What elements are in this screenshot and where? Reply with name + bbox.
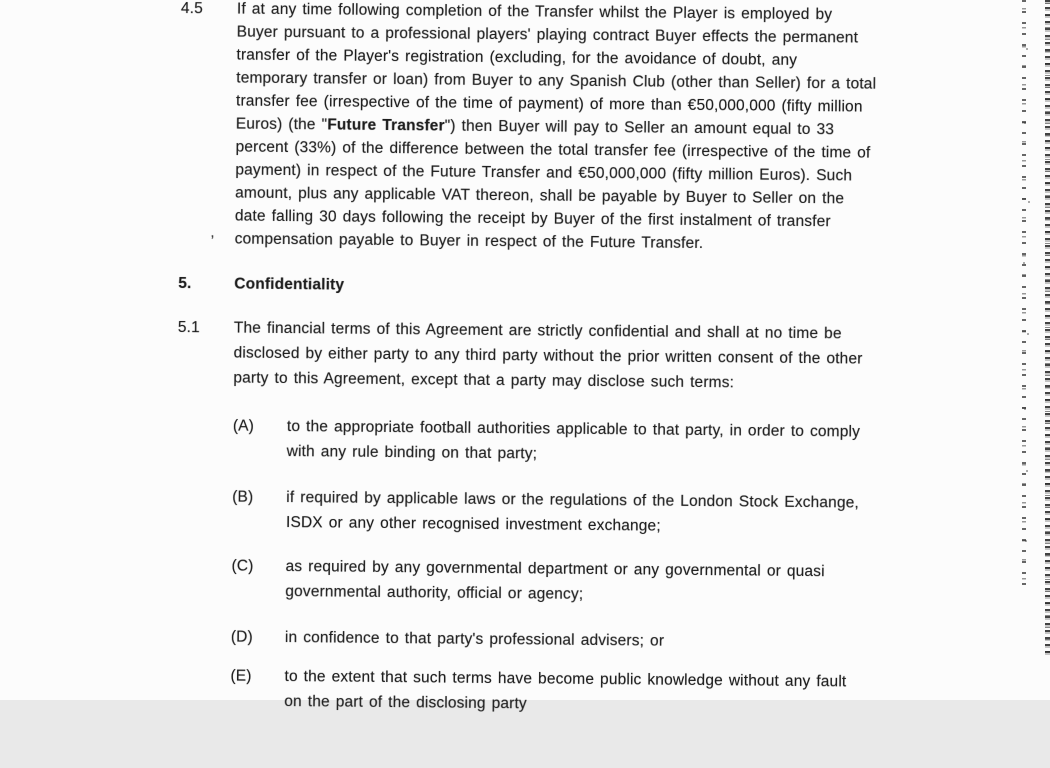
subclause-letter: (B) bbox=[232, 488, 254, 506]
subclause-b-text bbox=[286, 485, 859, 540]
subclause-c-text bbox=[285, 554, 825, 609]
text-line: The financial terms of this Agreement are strictly confidential and shall at no time be bbox=[233, 319, 842, 343]
subclause-letter: (E) bbox=[230, 667, 252, 685]
text-line: on the part of the disclosing party bbox=[284, 693, 527, 713]
text-line: disclosed by either party to any third party without the prior written consent of the other bbox=[233, 344, 863, 368]
subclause-a-text bbox=[287, 414, 861, 469]
text-line: in confidence to that party's professional advisers; or bbox=[284, 629, 665, 650]
clause-number: 4.5 bbox=[180, 0, 203, 18]
subclause-letter: (A) bbox=[232, 417, 255, 435]
text-line: with any rule binding on that party; bbox=[286, 443, 538, 463]
clause-4-5-text bbox=[235, 0, 877, 257]
text-line: temporary transfer or loan) from Buyer to any Spanish Club (other than Seller) for a total bbox=[236, 69, 877, 93]
text-line: party to this Agreement, except that a party may disclose such terms: bbox=[233, 369, 735, 392]
scan-speck bbox=[1026, 48, 1028, 50]
section-5-heading bbox=[178, 272, 344, 297]
text-line: percent (33%) of the difference between the total transfer fee (irrespective of the time of bbox=[235, 138, 871, 162]
clause-number: 5.1 bbox=[177, 318, 200, 337]
section-number: 5. bbox=[178, 274, 192, 293]
text-line: ISDX or any other recognised investment exchange; bbox=[285, 514, 661, 535]
text-line: transfer of the Player's registration (excluding, for the avoidance of doubt, any bbox=[236, 46, 798, 69]
scan-speck bbox=[1024, 122, 1026, 124]
text-line: If at any time following completion of the Transfer whilst the Player is employed by bbox=[236, 0, 833, 24]
subclause-e-text bbox=[284, 664, 846, 719]
subclause-d-text bbox=[285, 625, 664, 654]
scan-noise-column bbox=[1022, 0, 1026, 585]
text-line: date falling 30 days following the receipt by Buyer of the first instalment of transfer bbox=[234, 207, 831, 231]
subclause-a bbox=[233, 414, 861, 470]
text-line: amount, plus any applicable VAT thereon, shall be payable by Buyer to Seller on the bbox=[235, 184, 845, 208]
clause-5-1 bbox=[177, 315, 863, 397]
text-line: transfer fee (irrespective of the time of payment) of more than €50,000,000 (fifty million bbox=[235, 92, 863, 116]
scan-noise-right-edge bbox=[1045, 0, 1050, 655]
text-line: as required by any governmental department or any governmental or quasi bbox=[285, 558, 825, 581]
clause-5-1-text bbox=[233, 316, 863, 397]
subclause-d bbox=[231, 625, 664, 654]
text-line: to the appropriate football authorities applicable to that party, in order to comply bbox=[286, 418, 861, 441]
text-line: payment) in respect of the Future Transfer and €50,000,000 (fifty million Euros). Such bbox=[235, 161, 853, 185]
subclause-c bbox=[231, 554, 825, 610]
section-title: Confidentiality bbox=[234, 275, 345, 294]
clause-4-5 bbox=[179, 0, 877, 257]
subclause-letter: (D) bbox=[230, 628, 253, 646]
subclause-letter: (C) bbox=[231, 557, 254, 575]
text-line: if required by applicable laws or the regulations of the London Stock Exchange, bbox=[286, 489, 859, 512]
text-line: compensation payable to Buyer in respect of the Future Transfer. bbox=[234, 230, 704, 253]
text-line: to the extent that such terms have become public knowledge without any fault bbox=[284, 668, 847, 691]
scan-speck bbox=[1025, 540, 1027, 542]
subclause-b bbox=[232, 485, 859, 541]
scan-speck bbox=[1027, 333, 1029, 335]
text-line: Buyer pursuant to a professional players' playing contract Buyer effects the permanent bbox=[236, 23, 859, 47]
scan-speck bbox=[1026, 470, 1028, 472]
text-line: governmental authority, official or agency; bbox=[285, 583, 584, 603]
scan-speck bbox=[1024, 408, 1026, 410]
stray-ink-mark: ’ bbox=[210, 232, 215, 250]
scan-speck bbox=[1023, 262, 1025, 264]
text-line: Euros) (the "Future Transfer") then Buyer will pay to Seller an amount equal to 33 bbox=[235, 115, 835, 139]
subclause-e bbox=[230, 664, 846, 720]
scan-speck bbox=[1028, 201, 1030, 203]
